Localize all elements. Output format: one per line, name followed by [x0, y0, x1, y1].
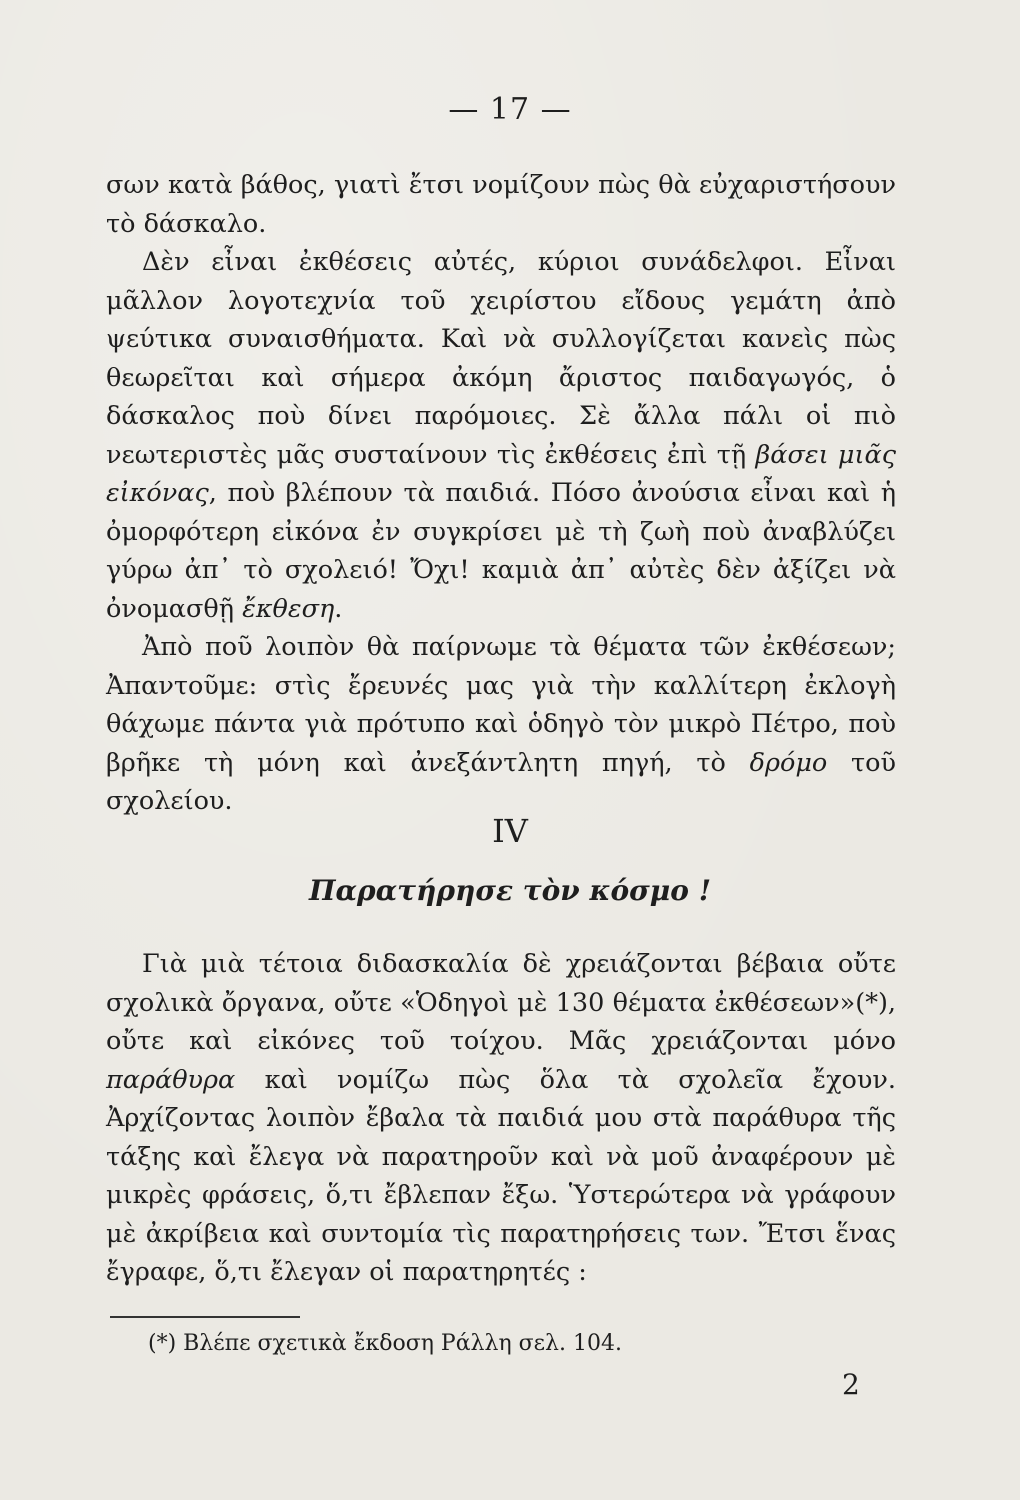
footnote-divider: [110, 1316, 300, 1318]
paragraph-topics: Ἀπὸ ποῦ λοιπὸν θὰ παίρνωμε τὰ θέματα τῶν ἐκθέσεων; Ἀπαντοῦμε: στὶς ἔρευνές μας γιὰ τὴν καλλίτερη ἐκλογὴ θάχωμε πάντα γιὰ πρότυπο καὶ ὁδηγὸ τὸν μικρὸ Πέτρο, ποὺ βρῆκε τὴ μόνη καὶ ἀνεξάντλητη πηγή, τὸ δρόμο τοῦ σχολείου.: [106, 632, 896, 816]
body-text-upper: [106, 166, 896, 821]
paragraph-exhibitions: Δὲν εἶναι ἐκθέσεις αὐτές, κύριοι συνάδελφοι. Εἶναι μᾶλλον λογοτεχνία τοῦ χειρίστου εἴδους γεμάτη ἀπὸ ψεύτικα συναισθήματα. Καὶ νὰ συλλογίζεται κανεὶς πὼς θεωρεῖται καὶ σήμερα ἀκόμη ἄριστος παιδαγωγός, ὁ δάσκαλος ποὺ δίνει παρόμοιες. Σὲ ἄλλα πάλι οἱ πιὸ νεωτεριστὲς μᾶς συσταίνουν τὶς ἐκθέσεις ἐπὶ τῇ βάσει μιᾶς εἰκόνας, ποὺ βλέπουν τὰ παιδιά. Πόσο ἀνούσια εἶναι καὶ ἡ ὀμορφότερη εἰκόνα ἐν συγκρίσει μὲ τὴ ζωὴ ποὺ ἀναβλύζει γύρω ἀπ᾿ τὸ σχολειό! Ὄχι! καμιὰ ἀπ᾿ αὐτὲς δὲν ἀξίζει νὰ ὀνομασθῇ ἔκθεση.: [106, 247, 897, 624]
signature-mark: 2: [842, 1368, 860, 1401]
paragraph-continuation: σων κατὰ βάθος, γιατὶ ἔτσι νομίζουν πὼς θὰ εὐχαριστήσουν τὸ δάσκαλο.: [106, 170, 896, 239]
italic-word: παράθυρα: [106, 1064, 236, 1095]
footnote: (*) Βλέπε σχετικὰ ἔκδοση Ράλλη σελ. 104.: [148, 1331, 622, 1356]
section-number: IV: [492, 812, 528, 850]
body-text-lower: [106, 945, 896, 1292]
italic-word: δρόμο: [749, 747, 828, 778]
paragraph-windows: Γιὰ μιὰ τέτοια διδασκαλία δὲ χρειάζονται βέβαια οὔτε σχολικὰ ὄργανα, οὔτε «Ὁδηγοὶ μὲ 130 θέματα ἐκθέσεων»(*), οὔτε καὶ εἰκόνες τοῦ τοίχου. Μᾶς χρειάζονται μόνο παράθυρα καὶ νομίζω πὼς ὅλα τὰ σχολεῖα ἔχουν. Ἀρχίζοντας λοιπὸν ἔβαλα τὰ παιδιά μου στὰ παράθυρα τῆς τάξης καὶ ἔλεγα νὰ παρατηροῦν καὶ νὰ μοῦ ἀναφέρουν μὲ μικρὲς φράσεις, ὅ,τι ἔβλεπαν ἔξω. Ὑστερώτερα νὰ γράφουν μὲ ἀκρίβεια καὶ συντομία τὶς παρατηρήσεις των. Ἔτσι ἕνας ἔγραφε, ὅ,τι ἔλεγαν οἱ παρατηρητές :: [106, 949, 896, 1287]
italic-phrase: βάσει μιᾶς εἰκόνας: [106, 439, 897, 508]
page-number-header: — 17 —: [448, 92, 572, 127]
section-title: Παρατήρησε τὸν κόσμο !: [309, 874, 711, 907]
italic-word: ἔκθεση: [242, 593, 335, 624]
